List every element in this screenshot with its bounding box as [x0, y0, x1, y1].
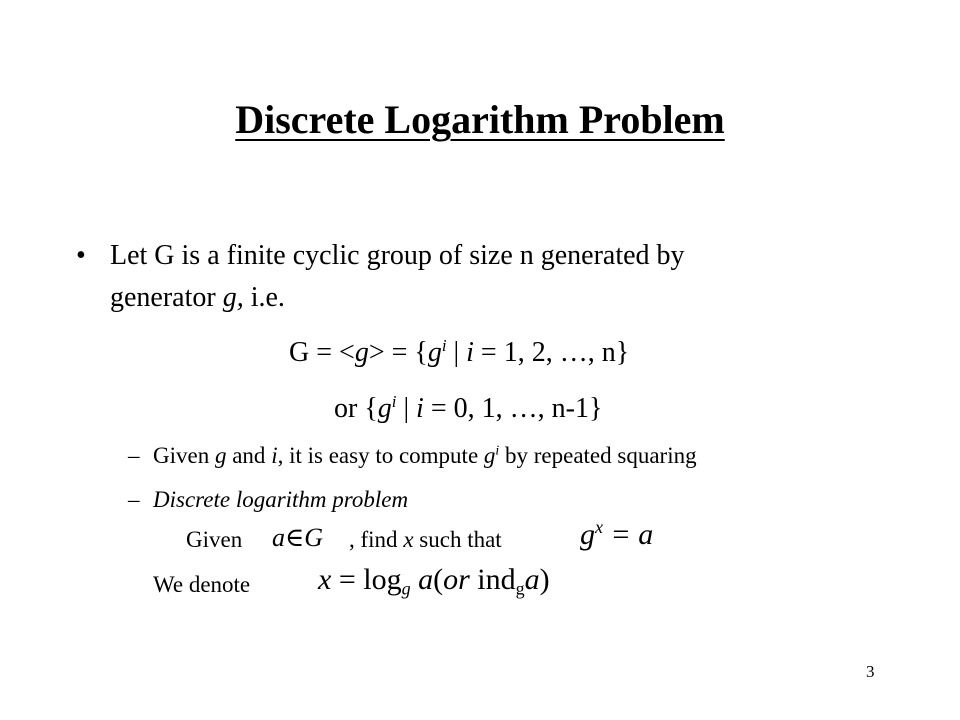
- sub1-g: g: [214, 443, 227, 468]
- sub-bullet-marker-2: –: [128, 487, 140, 512]
- eq2-exp: i: [391, 391, 397, 411]
- eq2-i: i: [416, 393, 424, 424]
- eq1-rhs: = 1, 2, …, n}: [473, 337, 630, 368]
- log-a2: a: [524, 563, 540, 596]
- eq2-bar: |: [396, 393, 417, 424]
- log-ind: ind: [469, 563, 516, 596]
- bullet-marker: •: [76, 240, 86, 271]
- bullet-text-2-g: g,: [222, 282, 244, 313]
- sub2-heading: Discrete logarithm problem: [153, 487, 409, 512]
- bullet-text-2a: generator: [110, 282, 223, 313]
- log-x: x: [318, 563, 332, 596]
- find-text: [349, 527, 502, 553]
- sub1-and: and: [226, 443, 272, 468]
- sub1-i: i: [271, 443, 278, 468]
- slide-title-text: Discrete Logarithm Problem: [235, 97, 725, 142]
- eq1-g: g: [354, 337, 369, 368]
- log-paren-open: (: [433, 563, 444, 596]
- eq1-lhs: G = <: [289, 337, 355, 368]
- eq2-rhs: = 0, 1, …, n-1}: [423, 393, 603, 424]
- log-sub-g2: g: [515, 578, 525, 599]
- sub1-g2: g: [483, 443, 496, 468]
- pow-x: x: [595, 517, 603, 538]
- sub-bullet-marker-1: –: [128, 443, 140, 468]
- bullet-line-2: [110, 282, 285, 314]
- denote-label: We denote: [153, 572, 251, 597]
- given-label: Given: [186, 527, 243, 552]
- equation-log-definition: [318, 563, 550, 597]
- eq1-i: i: [466, 337, 474, 368]
- given-math-text: a∈G: [272, 523, 324, 552]
- sub1-b: , it is easy to compute: [277, 443, 484, 468]
- sub-bullet-1: [153, 443, 697, 469]
- bullet-line-1: [110, 240, 685, 272]
- log-sub-g: g: [401, 578, 411, 599]
- eq2-or: or {: [334, 393, 378, 424]
- eq2-g: g: [377, 393, 392, 424]
- eq1-bar: |: [446, 337, 467, 368]
- given-membership-math: [272, 523, 323, 553]
- pow-g: g: [580, 518, 595, 551]
- eq1-g2: g: [427, 337, 442, 368]
- log-eq: = log: [331, 563, 402, 596]
- log-or: or: [443, 563, 470, 596]
- find-such: such that: [413, 527, 502, 552]
- bullet-text-2b: i.e.: [243, 282, 285, 313]
- log-paren-close: ): [539, 563, 550, 596]
- eq1-exp: i: [441, 335, 447, 355]
- equation-group-definition: [289, 337, 629, 369]
- log-a: a: [410, 563, 434, 596]
- page-number: 3: [866, 662, 875, 681]
- eq1-mid: > = {: [368, 337, 428, 368]
- sub1-exp: i: [495, 442, 500, 458]
- sub1-c: by repeated squaring: [499, 443, 697, 468]
- slide-title: [0, 96, 960, 143]
- find-x: x: [403, 527, 414, 552]
- equation-power-equals-a: [580, 518, 653, 552]
- pow-rhs: = a: [603, 518, 654, 551]
- equation-group-alternative: [334, 393, 602, 425]
- find-find: , find: [349, 527, 404, 552]
- sub1-a: Given: [153, 443, 215, 468]
- sub-bullet-2-heading: [153, 487, 408, 513]
- bullet-text-1: Let G is a finite cyclic group of size n generated by: [110, 240, 685, 271]
